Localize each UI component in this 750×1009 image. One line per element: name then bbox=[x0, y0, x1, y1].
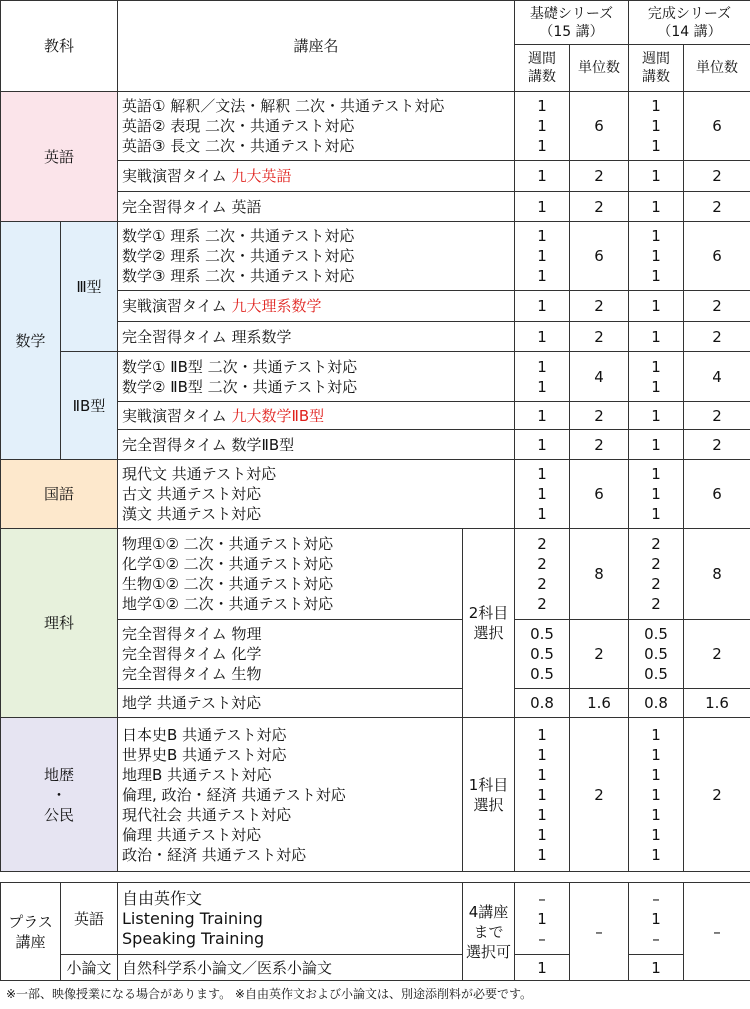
complete-weekly-cell: 1 1 1 bbox=[629, 222, 684, 291]
complete-weekly-cell: 2 2 2 2 bbox=[629, 529, 684, 620]
course-cell: 数学① ⅡB型 二次・共通テスト対応 数学② ⅡB型 二次・共通テスト対応 bbox=[118, 352, 515, 402]
complete-units-cell: 2 bbox=[684, 402, 750, 430]
course-cell: 完全習得タイム 物理 完全習得タイム 化学 完全習得タイム 生物 bbox=[118, 620, 463, 689]
basic-weekly-cell: 1 bbox=[515, 430, 570, 460]
basic-units-cell: 6 bbox=[570, 460, 629, 529]
complete-units-cell: 2 bbox=[684, 620, 750, 689]
subject-science: 理科 bbox=[1, 529, 118, 718]
complete-weekly-cell: 1 bbox=[629, 291, 684, 322]
basic-weekly-cell: 1 bbox=[515, 402, 570, 430]
complete-weekly-cell: 1 1 1 bbox=[629, 460, 684, 529]
course-cell: 実戦演習タイム 九大理系数学 bbox=[118, 291, 515, 322]
subject-plus: プラス 講座 bbox=[1, 883, 61, 981]
basic-weekly-cell: 1 1 1 1 1 1 1 bbox=[515, 718, 570, 872]
course-cell: 日本史B 共通テスト対応 世界史B 共通テスト対応 地理B 共通テスト対応 倫理, 政治・経済 共通テスト対応 現代社会 共通テスト対応 倫理 共通テスト対応 政治・経済 共通テスト対応 bbox=[118, 718, 463, 872]
basic-units-cell: – bbox=[570, 883, 629, 981]
plus-table bbox=[0, 882, 750, 981]
basic-units-cell: 2 bbox=[570, 718, 629, 872]
complete-units-cell: 1.6 bbox=[684, 689, 750, 718]
complete-units-cell: 4 bbox=[684, 352, 750, 402]
subject-social: 地歴 ・ 公民 bbox=[1, 718, 118, 872]
complete-weekly-cell: 1 1 bbox=[629, 352, 684, 402]
basic-units-cell: 6 bbox=[570, 92, 629, 161]
course-cell: 実戦演習タイム 九大数学ⅡB型 bbox=[118, 402, 515, 430]
course-cell: 英語① 解釈／文法・解釈 二次・共通テスト対応 英語② 表現 二次・共通テスト対応 英語③ 長文 二次・共通テスト対応 bbox=[118, 92, 515, 161]
course-cell: 数学① 理系 二次・共通テスト対応 数学② 理系 二次・共通テスト対応 数学③ 理系 二次・共通テスト対応 bbox=[118, 222, 515, 291]
header-complete-weekly: 週間 講数 bbox=[629, 45, 684, 92]
basic-weekly-cell: 1 bbox=[515, 322, 570, 352]
basic-weekly-cell: 1 bbox=[515, 291, 570, 322]
complete-weekly-cell: 0.5 0.5 0.5 bbox=[629, 620, 684, 689]
course-cell: 自由英作文 Listening Training Speaking Training bbox=[118, 883, 463, 955]
basic-units-cell: 2 bbox=[570, 620, 629, 689]
complete-weekly-cell: – 1 – bbox=[629, 883, 684, 955]
complete-units-cell: 6 bbox=[684, 222, 750, 291]
header-basic-weekly: 週間 講数 bbox=[515, 45, 570, 92]
basic-units-cell: 2 bbox=[570, 161, 629, 192]
basic-weekly-cell: 1 bbox=[515, 161, 570, 192]
basic-weekly-cell: 1 bbox=[515, 192, 570, 222]
subject-math-2b: ⅡB型 bbox=[61, 352, 118, 460]
subject-english: 英語 bbox=[1, 92, 118, 222]
complete-units-cell: 2 bbox=[684, 430, 750, 460]
basic-weekly-cell: – 1 – bbox=[515, 883, 570, 955]
complete-weekly-cell: 1 1 1 1 1 1 1 bbox=[629, 718, 684, 872]
basic-weekly-cell: 0.5 0.5 0.5 bbox=[515, 620, 570, 689]
complete-weekly-cell: 1 1 1 bbox=[629, 92, 684, 161]
header-complete-units: 単位数 bbox=[684, 45, 750, 92]
complete-units-cell: – bbox=[684, 883, 750, 981]
complete-units-cell: 2 bbox=[684, 718, 750, 872]
complete-weekly-cell: 1 bbox=[629, 430, 684, 460]
complete-units-cell: 2 bbox=[684, 192, 750, 222]
science-selection: 2科目 選択 bbox=[463, 529, 515, 718]
basic-weekly-cell: 1 1 1 bbox=[515, 92, 570, 161]
subject-math: 数学 bbox=[1, 222, 61, 460]
footnote: ※一部、映像授業になる場合があります。 ※自由英作文および小論文は、別途添削料が必要です。 bbox=[6, 987, 533, 1001]
course-cell: 地学 共通テスト対応 bbox=[118, 689, 463, 718]
header-basic-series: 基礎シリーズ （15 講） bbox=[515, 1, 629, 45]
basic-units-cell: 2 bbox=[570, 322, 629, 352]
course-cell: 実戦演習タイム 九大英語 bbox=[118, 161, 515, 192]
header-course: 講座名 bbox=[118, 1, 515, 92]
complete-units-cell: 2 bbox=[684, 291, 750, 322]
basic-weekly-cell: 1 1 bbox=[515, 352, 570, 402]
basic-units-cell: 2 bbox=[570, 192, 629, 222]
complete-units-cell: 2 bbox=[684, 161, 750, 192]
course-cell: 完全習得タイム 英語 bbox=[118, 192, 515, 222]
course-cell: 物理①② 二次・共通テスト対応 化学①② 二次・共通テスト対応 生物①② 二次・共通テスト対応 地学①② 二次・共通テスト対応 bbox=[118, 529, 463, 620]
complete-units-cell: 6 bbox=[684, 460, 750, 529]
header-complete-series: 完成シリーズ （14 講） bbox=[629, 1, 750, 45]
complete-weekly-cell: 1 bbox=[629, 322, 684, 352]
subject-plus-english: 英語 bbox=[61, 883, 118, 955]
complete-weekly-cell: 1 bbox=[629, 955, 684, 981]
social-selection: 1科目 選択 bbox=[463, 718, 515, 872]
basic-units-cell: 8 bbox=[570, 529, 629, 620]
complete-weekly-cell: 1 bbox=[629, 161, 684, 192]
basic-units-cell: 2 bbox=[570, 402, 629, 430]
complete-units-cell: 2 bbox=[684, 322, 750, 352]
header-subject: 教科 bbox=[1, 1, 118, 92]
complete-weekly-cell: 1 bbox=[629, 192, 684, 222]
course-cell: 現代文 共通テスト対応 古文 共通テスト対応 漢文 共通テスト対応 bbox=[118, 460, 515, 529]
complete-units-cell: 8 bbox=[684, 529, 750, 620]
basic-units-cell: 6 bbox=[570, 222, 629, 291]
course-cell: 完全習得タイム 数学ⅡB型 bbox=[118, 430, 515, 460]
basic-weekly-cell: 0.8 bbox=[515, 689, 570, 718]
basic-units-cell: 4 bbox=[570, 352, 629, 402]
complete-weekly-cell: 1 bbox=[629, 402, 684, 430]
subject-plus-essay: 小論文 bbox=[61, 955, 118, 981]
course-cell: 完全習得タイム 理系数学 bbox=[118, 322, 515, 352]
complete-units-cell: 6 bbox=[684, 92, 750, 161]
subject-math-3: Ⅲ型 bbox=[61, 222, 118, 352]
subject-japanese: 国語 bbox=[1, 460, 118, 529]
basic-units-cell: 2 bbox=[570, 291, 629, 322]
basic-weekly-cell: 1 1 1 bbox=[515, 222, 570, 291]
plus-selection: 4講座 まで 選択可 bbox=[463, 883, 515, 981]
header-basic-units: 単位数 bbox=[570, 45, 629, 92]
basic-weekly-cell: 2 2 2 2 bbox=[515, 529, 570, 620]
basic-weekly-cell: 1 1 1 bbox=[515, 460, 570, 529]
basic-units-cell: 2 bbox=[570, 430, 629, 460]
course-cell: 自然科学系小論文／医系小論文 bbox=[118, 955, 463, 981]
complete-weekly-cell: 0.8 bbox=[629, 689, 684, 718]
basic-units-cell: 1.6 bbox=[570, 689, 629, 718]
basic-weekly-cell: 1 bbox=[515, 955, 570, 981]
